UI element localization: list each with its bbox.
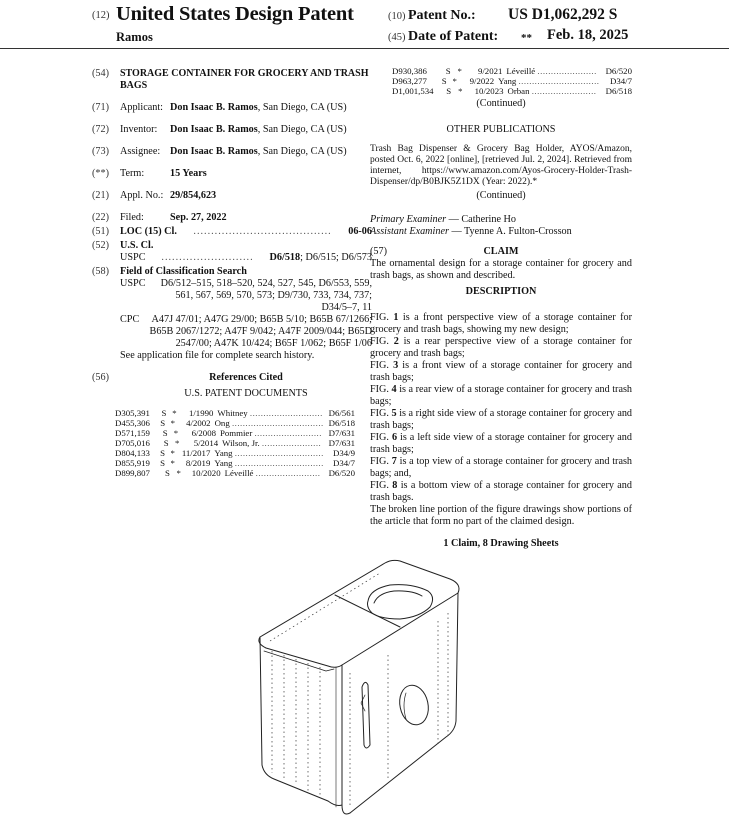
left-edge <box>260 637 328 801</box>
fig-description: FIG. 6 is a left side view of a storage container for grocery and trash bags; <box>370 432 632 455</box>
applicant-location: , San Diego, CA (US) <box>257 102 347 113</box>
patent-number: US D1,062,292 S <box>508 6 618 23</box>
refs-field <box>92 372 372 384</box>
us-patent-docs-label: U.S. PATENT DOCUMENTS <box>184 388 308 399</box>
inventor-field <box>92 124 372 136</box>
patent-header <box>0 0 729 46</box>
field-code: (71) <box>92 102 109 113</box>
term-label: Term: <box>120 168 145 179</box>
fcs-note: See application file for complete search history. <box>120 350 315 361</box>
title-field <box>92 68 372 92</box>
continued-note: (Continued) <box>476 98 526 109</box>
figure-descriptions <box>370 312 632 528</box>
patent-date: Feb. 18, 2025 <box>547 27 629 43</box>
appl-field <box>92 190 372 202</box>
inventor-label: Inventor: <box>120 124 158 135</box>
reference-row: D963,277 S * 9/2022 Yang .............................. D34/7 <box>392 76 632 86</box>
fig-description: FIG. 2 is a rear perspective view of a storage container for grocery and trash bags; <box>370 336 632 359</box>
fig-description: FIG. 5 is a right side view of a storage container for grocery and trash bags; <box>370 408 633 431</box>
description-label: DESCRIPTION <box>465 286 537 297</box>
header-rule <box>0 48 729 49</box>
fcs-field <box>92 266 372 362</box>
patent-no-label: Patent No.: <box>408 8 476 23</box>
primary-examiner-label: Primary Examiner <box>370 214 447 225</box>
dashed-top-line <box>270 573 380 641</box>
bottom-curve <box>328 801 342 806</box>
field-code: (51) <box>92 226 109 237</box>
appl-label: Appl. No.: <box>120 190 164 201</box>
uscl-main-class: D6/518 <box>269 252 301 263</box>
field-code: (54) <box>92 68 109 79</box>
top-face <box>259 560 459 667</box>
claim-heading <box>370 246 632 258</box>
fig-description: FIG. 4 is a rear view of a storage container for grocery and trash bags; <box>370 384 633 407</box>
fcs-cpc-label: CPC <box>120 314 140 325</box>
fcs-cpc-classes: A47J 47/01; A47G 29/00; B65B 5/10; B65B 67/1266; B65B 2067/1272; A47F 9/042; A47F 2009/044; B65D 2547/00; A47K 10/424; B65F 1/062; B65F 1/06 <box>149 314 372 349</box>
field-code: (**) <box>92 168 109 179</box>
primary-examiner-name: — Catherine Ho <box>448 214 516 225</box>
broken-line-note: The broken line portion of the figure drawings show portions of the article that form no part of the claimed design. <box>370 504 632 527</box>
assignee-label: Assignee: <box>120 146 161 157</box>
date-label: Date of Patent: <box>408 29 499 44</box>
field-code: (73) <box>92 146 109 157</box>
assignee-name: Don Isaac B. Ramos <box>170 146 258 157</box>
assistant-examiner-name: — Tyenne A. Fulton-Crosson <box>451 226 572 237</box>
claim-text: The ornamental design for a storage container for grocery and trash bags, as shown and described. <box>370 258 632 281</box>
filed-label: Filed: <box>120 212 144 223</box>
fcs-uspc-classes: D6/512–515, 518–520, 524, 527, 545, D6/553, 559, 561, 567, 569, 570, 573; D9/730, 733, 734, 737; D34/5–7, 11 <box>160 278 372 313</box>
inventor-name: Don Isaac B. Ramos <box>170 124 258 135</box>
code-12: (12) <box>92 10 110 21</box>
inventor-location: , San Diego, CA (US) <box>257 124 347 135</box>
fig-description: FIG. 3 is a front view of a storage container for grocery and trash bags; <box>370 360 633 383</box>
reference-row: D1,001,534 S * 10/2023 Orban ........................ D6/518 <box>392 86 632 96</box>
field-code: (22) <box>92 212 109 223</box>
reference-row: D930,386 S * 9/2021 Léveillé ...................... D6/520 <box>392 66 632 76</box>
field-code: (72) <box>92 124 109 135</box>
reference-row: D455,306 S * 4/2002 Ong .................................. D6/518 <box>115 418 355 428</box>
applicant-name: Don Isaac B. Ramos <box>170 102 258 113</box>
lid-lip <box>264 651 334 671</box>
field-code: (58) <box>92 266 109 277</box>
assignee-field <box>92 146 372 158</box>
left-column <box>92 68 372 478</box>
term-value: 15 Years <box>170 168 207 179</box>
hole-inner-edge <box>404 693 406 719</box>
applicant-field <box>92 102 372 114</box>
side-slot <box>362 682 370 748</box>
filed-date: Sep. 27, 2022 <box>170 212 227 223</box>
date-stars: ** <box>521 32 532 44</box>
reference-row: D855,919 S * 8/2019 Yang ................................. D34/7 <box>115 458 356 468</box>
other-publication-text: Trash Bag Dispenser & Grocery Bag Holder, AYOS/Amazon, posted Oct. 6, 2022 [online], [retrieved Jul. 2, 2024]. Retrieved from internet, https://www.amazon.com/Ayos-Grocery-Holder-Trash-Dispenser/dp/B0BJK5Z1DX (Year: 2022).* <box>370 144 632 187</box>
dot-leader: .......................... <box>161 252 254 263</box>
references-list-right <box>370 66 632 96</box>
references-label: References Cited <box>209 372 283 383</box>
fcs-uspc-label: USPC <box>120 278 146 289</box>
filed-field <box>92 212 372 224</box>
side-round-hole <box>396 683 432 728</box>
fig-description: FIG. 7 is a top view of a storage container for grocery and trash bags; and, <box>370 456 633 479</box>
loc-label: LOC (15) Cl. <box>120 226 177 237</box>
header-inventor: Ramos <box>116 30 153 44</box>
top-oval-opening <box>368 585 433 619</box>
reference-row: D705,016 S * 5/2014 Wilson, Jr. ...................... D7/631 <box>115 438 355 448</box>
uscl-field <box>92 240 372 264</box>
term-field <box>92 168 372 180</box>
loc-value: 06-06 <box>348 226 372 237</box>
code-45: (45) <box>388 32 406 43</box>
uscl-label: U.S. Cl. <box>120 240 154 251</box>
reference-row: D571,159 S * 6/2008 Pommier ......................... D7/631 <box>115 428 355 438</box>
references-list-left <box>115 408 355 478</box>
continued-note-2: (Continued) <box>476 190 526 201</box>
invention-title: STORAGE CONTAINER FOR GROCERY AND TRASH BAGS <box>120 68 369 91</box>
fig-description: FIG. 8 is a bottom view of a storage container for grocery and trash bags. <box>370 480 632 503</box>
assignee-location: , San Diego, CA (US) <box>257 146 347 157</box>
other-publications-label: OTHER PUBLICATIONS <box>446 124 556 135</box>
reference-row: D899,807 S * 10/2020 Léveillé ........................ D6/520 <box>115 468 355 478</box>
fig-description: FIG. 1 is a front perspective view of a storage container for grocery and trash bags, showing my new design; <box>370 312 633 335</box>
loc-field <box>92 226 372 238</box>
uscl-uspc-label: USPC <box>120 252 146 263</box>
oval-inner-edge <box>374 591 422 603</box>
fcs-label: Field of Classification Search <box>120 266 247 277</box>
field-code: (21) <box>92 190 109 201</box>
top-divider <box>335 595 400 627</box>
patent-type-title: United States Design Patent <box>116 3 354 25</box>
field-code: (57) <box>370 246 387 257</box>
claim-label: CLAIM <box>483 246 519 257</box>
reference-row: D305,391 S * 1/1990 Whitney ........................... D6/561 <box>115 408 355 418</box>
field-code: (52) <box>92 240 109 251</box>
claims-sheets-count: 1 Claim, 8 Drawing Sheets <box>443 538 559 549</box>
uscl-other-classes: ; D6/515; D6/573 <box>300 252 372 263</box>
dot-leader: ....................................... <box>193 226 332 237</box>
reference-row: D804,133 S * 11/2017 Yang ................................. D34/9 <box>115 448 356 458</box>
code-10: (10) <box>388 11 406 22</box>
field-code: (56) <box>92 372 109 383</box>
assistant-examiner-label: Assistant Examiner <box>370 226 449 237</box>
applicant-label: Applicant: <box>120 102 164 113</box>
container-perspective-drawing <box>250 555 470 834</box>
right-column <box>370 68 632 550</box>
front-corner-edge <box>342 665 350 814</box>
appl-number: 29/854,623 <box>170 190 217 201</box>
